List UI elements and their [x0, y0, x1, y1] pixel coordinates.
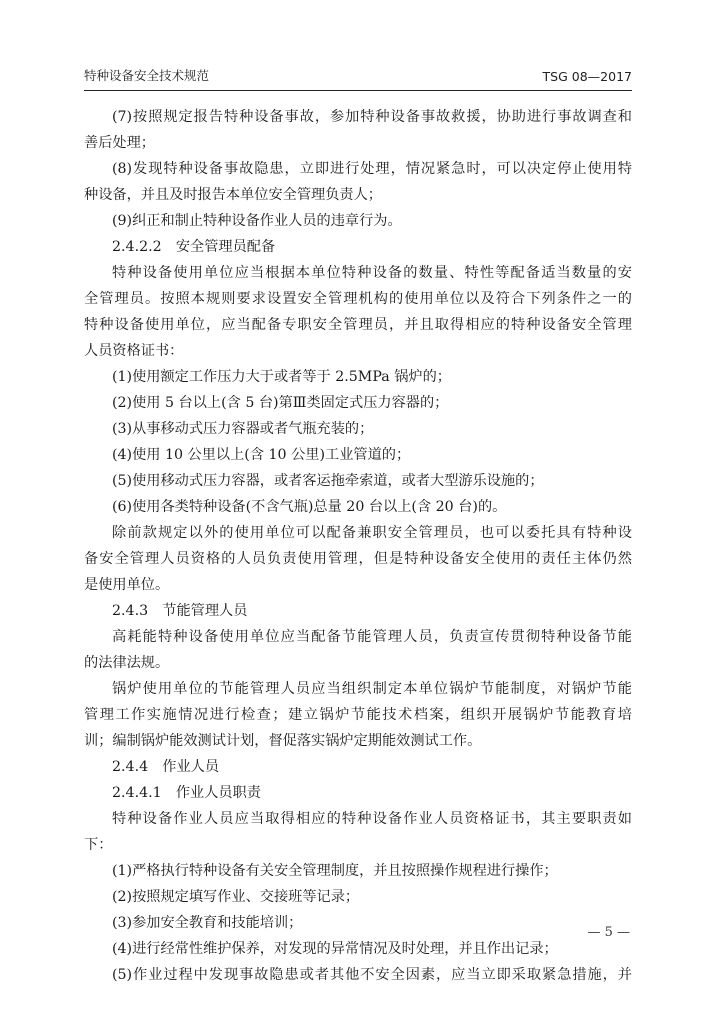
header-code: TSG 08—2017 — [542, 69, 632, 84]
section-heading: 2.4.3 节能管理人员 — [112, 603, 248, 619]
text-line: 特种设备使用单位应当根据本单位特种设备的数量、特性等配备适当数量的安 — [112, 265, 632, 281]
section-heading: 2.4.4.1 作业人员职责 — [112, 785, 261, 801]
section-heading: 2.4.2.2 安全管理员配备 — [112, 239, 276, 255]
text-line: 的法律法规。 — [84, 655, 170, 671]
page-number: — 5 — — [587, 925, 630, 940]
text-line: 人员资格证书： — [84, 343, 184, 359]
text-line: (4)使用 10 公里以上(含 10 公里)工业管道的； — [112, 447, 411, 463]
text-line: (3)参加安全教育和技能培训； — [112, 915, 303, 931]
text-line: 除前款规定以外的使用单位可以配备兼职安全管理员，也可以委托具有特种设 — [112, 525, 632, 541]
text-line: (8)发现特种设备事故隐患，立即进行处理，情况紧急时，可以决定停止使用特 — [112, 161, 632, 177]
text-line: (2)按照规定填写作业、交接班等记录； — [112, 889, 360, 905]
text-line: 特种设备使用单位，应当配备专职安全管理员，并且取得相应的特种设备安全管理 — [84, 317, 632, 333]
text-line: 全管理员。按照本规则要求设置安全管理机构的使用单位以及符合下列条件之一的 — [84, 291, 632, 307]
text-line: (5)使用移动式压力容器，或者客运拖牵索道，或者大型游乐设施的； — [112, 473, 544, 489]
text-line: (2)使用 5 台以上(含 5 台)第Ⅲ类固定式压力容器的； — [112, 395, 449, 411]
text-line: 训；编制锅炉能效测试计划，督促落实锅炉定期能效测试工作。 — [84, 733, 482, 749]
text-line: (1)使用额定工作压力大于或者等于 2.5MPa 锅炉的； — [112, 369, 451, 385]
text-line: 种设备，并且及时报告本单位安全管理负责人； — [84, 187, 382, 203]
text-line: 管理工作实施情况进行检查；建立锅炉节能技术档案，组织开展锅炉节能教育培 — [84, 707, 632, 723]
text-line: (7)按照规定报告特种设备事故，参加特种设备事故救援，协助进行事故调查和 — [112, 109, 632, 125]
text-line: 是使用单位。 — [84, 577, 170, 593]
text-line: (4)进行经常性维护保养，对发现的异常情况及时处理，并且作出记录； — [112, 941, 558, 957]
document-body — [84, 104, 632, 988]
header-title: 特种设备安全技术规范 — [84, 68, 210, 83]
text-line: 高耗能特种设备使用单位应当配备节能管理人员，负责宣传贯彻特种设备节能 — [112, 629, 632, 645]
text-line: (5)作业过程中发现事故隐患或者其他不安全因素，应当立即采取紧急措施，并 — [112, 967, 632, 983]
section-heading: 2.4.4 作业人员 — [112, 759, 220, 775]
text-line: (3)从事移动式压力容器或者气瓶充装的； — [112, 421, 374, 437]
text-line: 善后处理； — [84, 135, 155, 151]
page-header — [84, 66, 632, 84]
text-line: (1)严格执行特种设备有关安全管理制度，并且按照操作规程进行操作； — [112, 863, 558, 879]
text-line: (9)纠正和制止特种设备作业人员的违章行为。 — [112, 213, 402, 229]
text-line: 备安全管理人员资格的人员负责使用管理，但是特种设备安全使用的责任主体仍然 — [84, 551, 632, 567]
text-line: 锅炉使用单位的节能管理人员应当组织制定本单位锅炉节能制度，对锅炉节能 — [112, 681, 632, 697]
header-divider — [84, 90, 632, 91]
text-line: 特种设备作业人员应当取得相应的特种设备作业人员资格证书，其主要职责如 — [112, 811, 632, 827]
text-line: 下： — [84, 837, 113, 853]
text-line: (6)使用各类特种设备(不含气瓶)总量 20 台以上(含 20 台)的。 — [112, 499, 507, 515]
